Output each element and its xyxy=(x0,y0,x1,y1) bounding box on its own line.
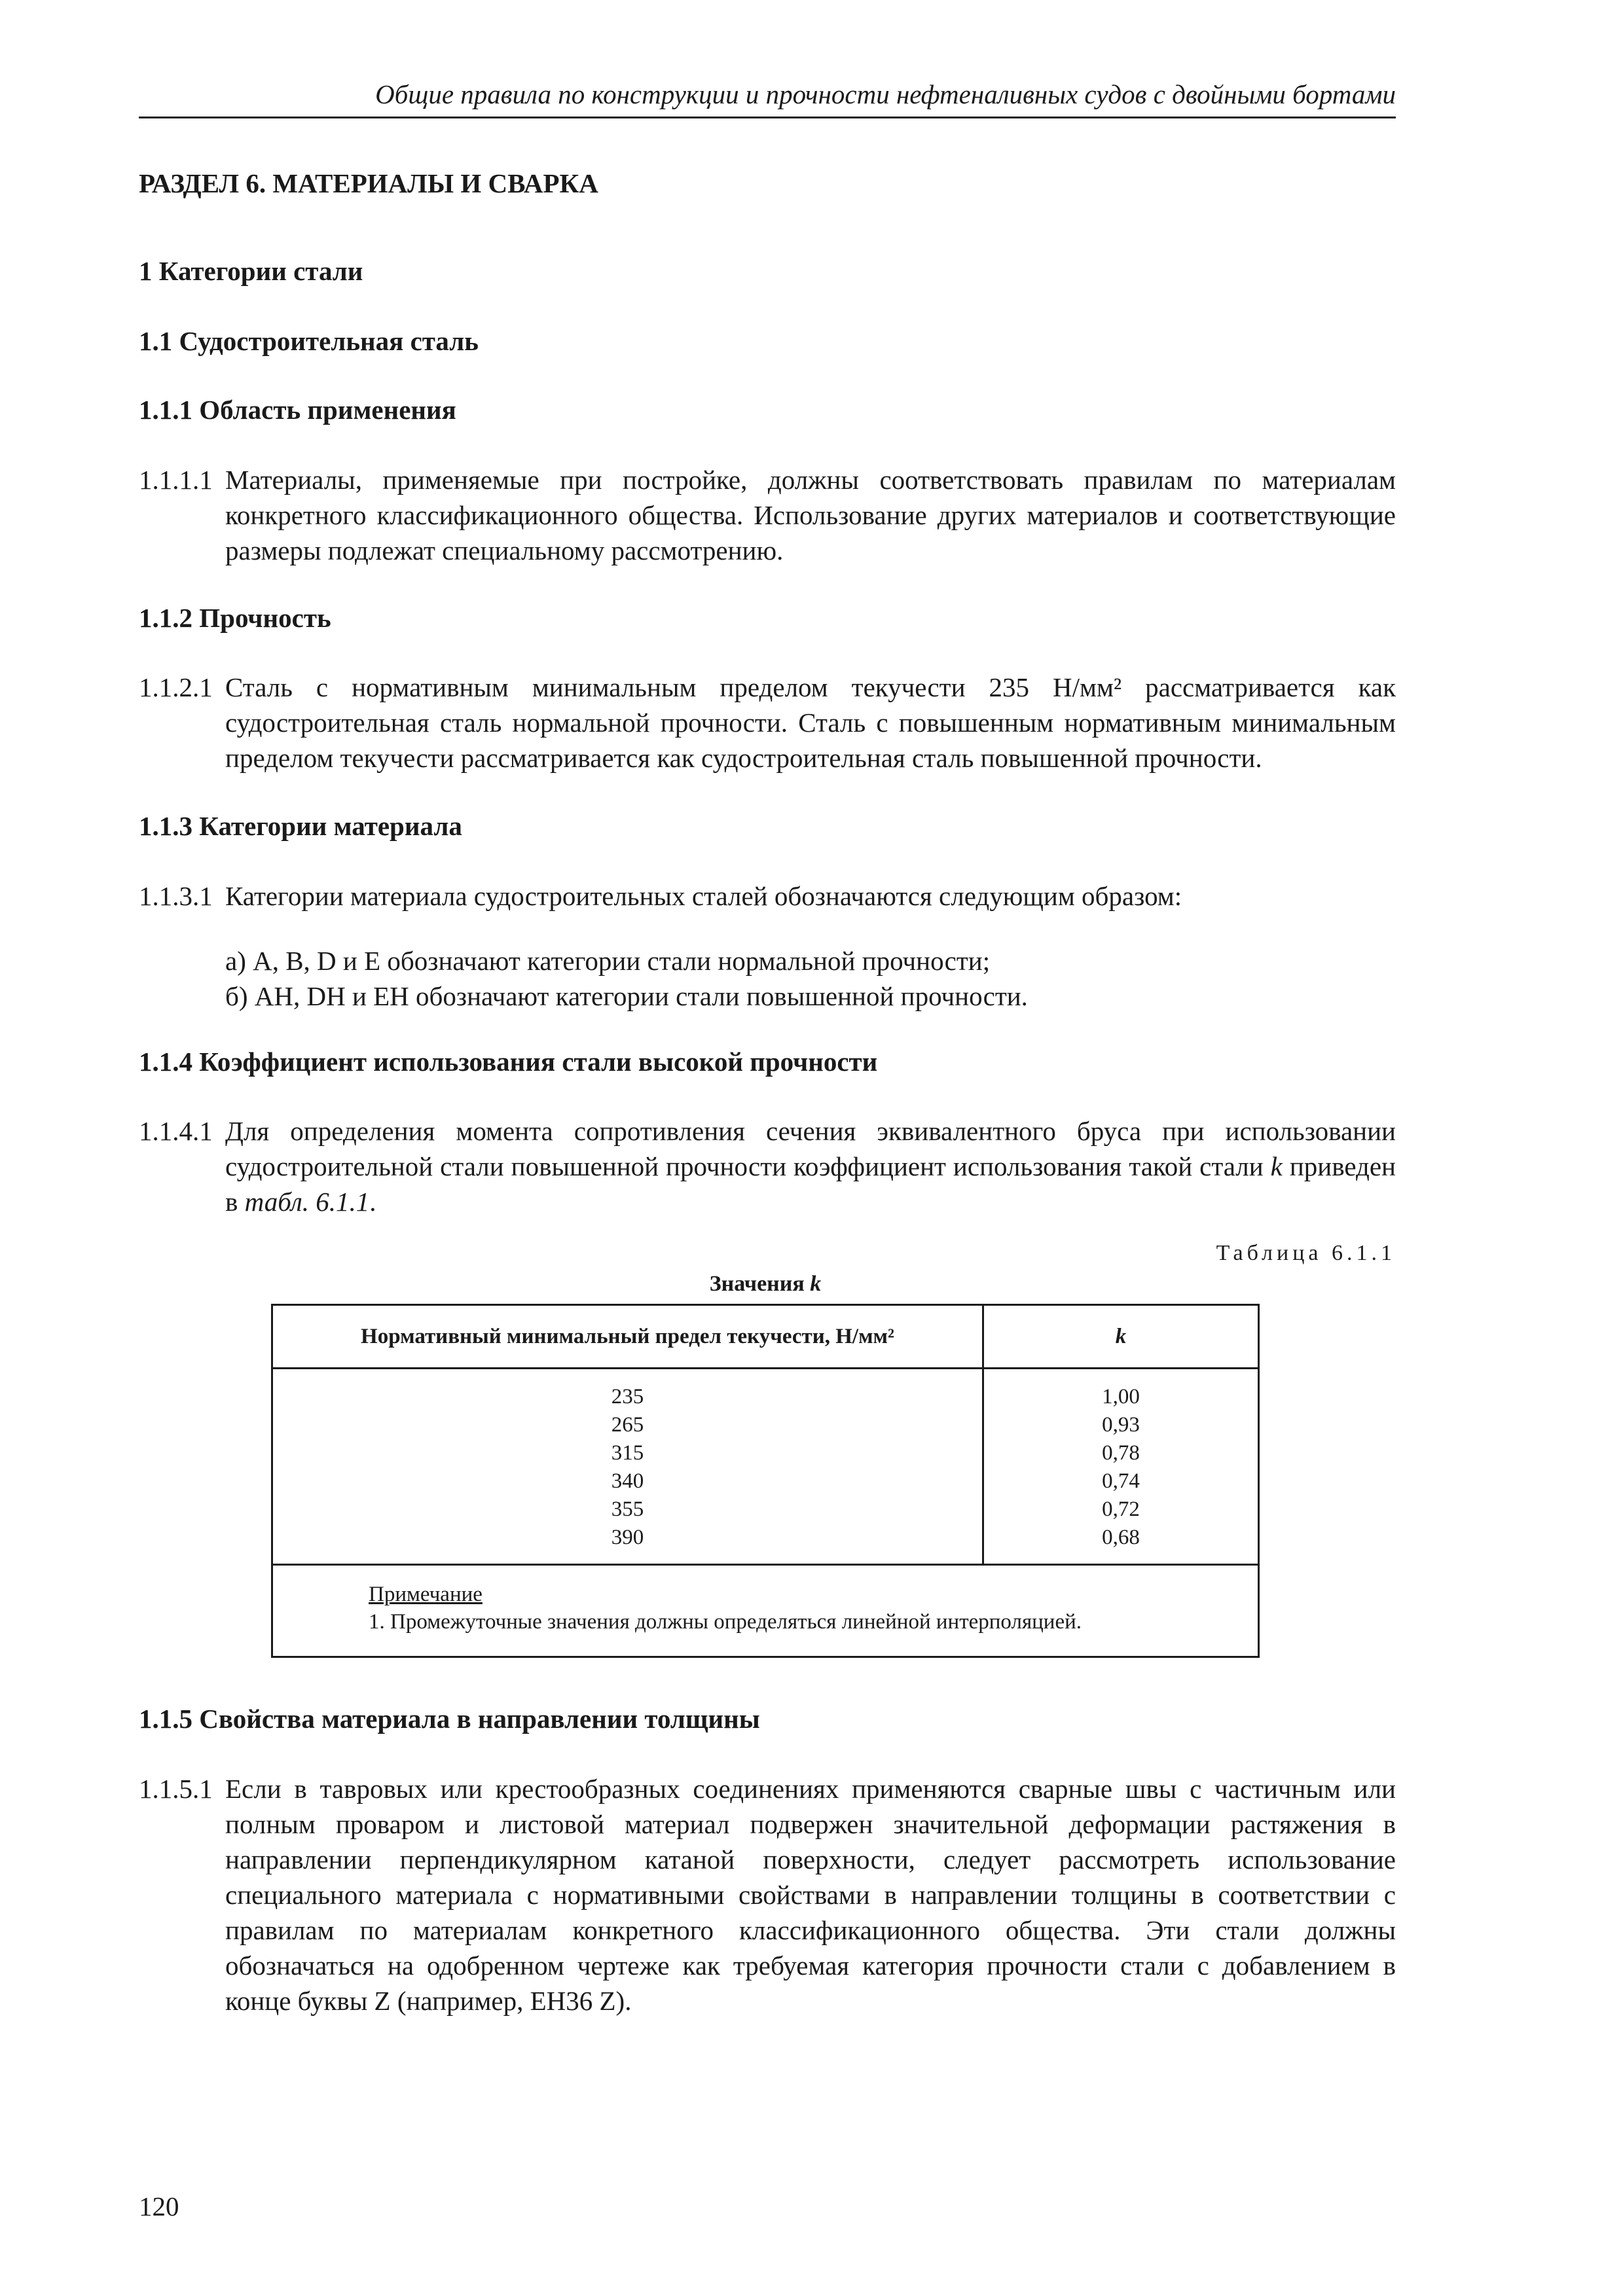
paragraph-1-1-5-1 xyxy=(139,1771,1396,2018)
paragraph-1-1-3-1 xyxy=(139,878,1396,914)
table-cell: 390 xyxy=(611,1526,644,1549)
running-header: Общие правила по конструкции и прочности нефтеналивных судов с двойными бортами xyxy=(375,79,1396,109)
header-divider xyxy=(273,1367,1258,1369)
table-cell: 0,74 xyxy=(1102,1469,1140,1493)
heading-1-1-1: 1.1.1 Область применения xyxy=(139,395,456,425)
yield-values-column xyxy=(273,1383,982,1552)
table-cell: 355 xyxy=(611,1498,644,1521)
symbol-k: k xyxy=(1270,1151,1283,1181)
header-rule xyxy=(139,117,1396,118)
k-values-column xyxy=(984,1383,1258,1552)
table-title-prefix: Значения xyxy=(709,1272,805,1296)
section-title: РАЗДЕЛ 6. МАТЕРИАЛЫ И СВАРКА xyxy=(139,168,598,198)
paragraph-1-1-1-1 xyxy=(139,462,1396,568)
list-item-b: б) AH, DH и EH обозначают категории стали повышенной прочности. xyxy=(225,981,1028,1011)
paragraph-1-1-2-1 xyxy=(139,670,1396,776)
paragraph-number: 1.1.2.1 xyxy=(139,672,213,702)
table-cell: 340 xyxy=(611,1469,644,1493)
paragraph-number: 1.1.5.1 xyxy=(139,1774,213,1804)
paragraph-text: Категории материала судостроительных сталей обозначаются следующим образом: xyxy=(225,881,1182,911)
table-cell: 0,93 xyxy=(1102,1413,1140,1437)
table-cell: 0,78 xyxy=(1102,1441,1140,1465)
paragraph-text: Для определения момента сопротивления сечения эквивалентного бруса при использовании судостроительной стали повышенной прочности коэффициент использования такой стали xyxy=(225,1116,1396,1181)
table-label: Таблица 6.1.1 xyxy=(1216,1241,1396,1265)
table-reference-link[interactable]: табл. 6.1.1 xyxy=(244,1187,370,1217)
table-note-text: 1. Промежуточные значения должны определяться линейной интерполяцией. xyxy=(369,1610,1082,1634)
k-values-table xyxy=(271,1304,1260,1658)
paragraph-text-cont: приведен в xyxy=(225,1151,1396,1217)
table-cell: 265 xyxy=(611,1413,644,1437)
paragraph-text: Сталь с нормативным минимальным пределом текучести 235 Н/мм² рассматривается как судостроительная сталь нормальной прочности. Сталь с повышенным нормативным минимальным пределом текучести рассматривается как судостроительная сталь повышенной прочности. xyxy=(225,672,1396,773)
table-note-label: Примечание xyxy=(369,1583,483,1606)
note-divider xyxy=(273,1564,1258,1566)
list-item-a: а) A, B, D и E обозначают категории стали нормальной прочности; xyxy=(225,946,991,976)
paragraph-text: Материалы, применяемые при постройке, должны соответствовать правилам по материалам конкретного классификационного общества. Использование других материалов и соответствующие размеры подлежат специальному рассмотрению. xyxy=(225,465,1396,565)
paragraph-number: 1.1.1.1 xyxy=(139,465,213,495)
heading-1: 1 Категории стали xyxy=(139,256,363,286)
table-cell: 1,00 xyxy=(1102,1385,1140,1408)
col-header-yield-strength: Нормативный минимальный предел текучести, Н/мм² xyxy=(361,1324,894,1348)
table-note xyxy=(369,1581,1082,1636)
paragraph-end: . xyxy=(369,1187,376,1217)
heading-1-1-4: 1.1.4 Коэффициент использования стали высокой прочности xyxy=(139,1047,878,1077)
table-title xyxy=(271,1270,1260,1299)
heading-1-1-3: 1.1.3 Категории материала xyxy=(139,811,462,841)
table-cell: 0,72 xyxy=(1102,1498,1140,1521)
page-number: 120 xyxy=(139,2191,179,2221)
heading-1-1: 1.1 Судостроительная сталь xyxy=(139,326,479,356)
table-cell: 235 xyxy=(611,1385,644,1408)
table-cell: 315 xyxy=(611,1441,644,1465)
paragraph-number: 1.1.3.1 xyxy=(139,881,213,911)
paragraph-number: 1.1.4.1 xyxy=(139,1116,213,1146)
table-title-k: k xyxy=(810,1272,822,1296)
paragraph-text: Если в тавровых или крестообразных соединениях применяются сварные швы с частичным или полным проваром и листовой материал подвержен значительной деформации растяжения в направлении перпендикулярном катаной поверхности, следует рассмотреть использование специального материала с нормативными свойствами в направлении толщины в соответствии с правилам по материалам конкретного классификационного общества. Эти стали должны обозначаться на одобренном чертеже как требуемая категория прочности стали с добавлением в конце буквы Z (например, EH36 Z). xyxy=(225,1774,1396,2016)
table-cell: 0,68 xyxy=(1102,1526,1140,1549)
col-header-k: k xyxy=(1115,1324,1127,1348)
heading-1-1-5: 1.1.5 Свойства материала в направлении толщины xyxy=(139,1704,760,1734)
heading-1-1-2: 1.1.2 Прочность xyxy=(139,603,331,633)
paragraph-1-1-4-1 xyxy=(139,1113,1396,1219)
